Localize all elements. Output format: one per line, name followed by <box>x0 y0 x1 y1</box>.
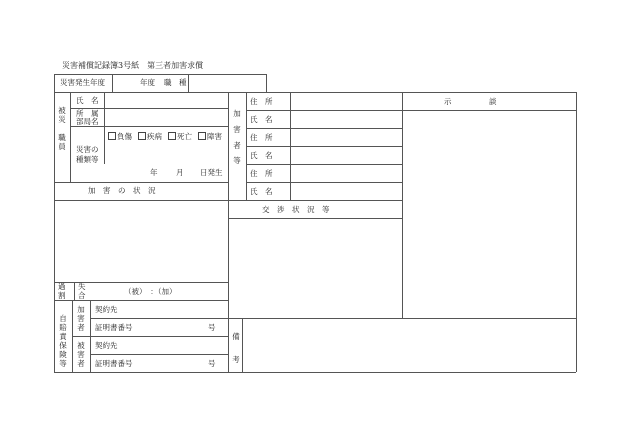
perp-address-2: 住 所 <box>250 133 273 142</box>
victim-cert-no: 証明書番号 <box>95 359 133 368</box>
notes-header: 示 談 <box>444 97 497 106</box>
remarks-top <box>228 318 576 319</box>
main-top-line <box>54 92 576 93</box>
fault-label-col2: 失 合 <box>78 282 86 300</box>
year-label: 災害発生年度 <box>60 78 105 87</box>
victim-dept-label-1: 所 属 <box>76 109 99 118</box>
date-month: 月 <box>176 168 184 177</box>
main-left-line <box>54 92 55 372</box>
victim-row2 <box>70 126 228 127</box>
header-right-line <box>266 74 267 92</box>
perp-name-1: 氏 名 <box>250 115 273 124</box>
header-sep1 <box>112 74 113 92</box>
victim-type-label-1: 災害の <box>76 145 99 154</box>
insurance-perp-label: 加 害 者 <box>77 305 85 332</box>
perp-row1 <box>246 110 402 111</box>
perp-cert-suffix: 号 <box>208 323 216 332</box>
perp-address-1: 住 所 <box>250 97 273 106</box>
remarks-label: 備 考 <box>232 332 240 364</box>
perp-name-2: 氏 名 <box>250 151 273 160</box>
col-victim-label <box>70 92 71 182</box>
type-checkbox-injury[interactable]: 負傷 <box>108 132 132 141</box>
damage-header: 加 害 の 状 況 <box>88 186 156 195</box>
victim-name-label: 氏 名 <box>76 96 99 105</box>
col-victim-field <box>104 92 105 164</box>
damage-header-bottom <box>54 200 228 201</box>
header-sep2 <box>188 74 189 92</box>
perp-contractor: 契約先 <box>95 305 118 314</box>
perp-row2 <box>246 128 402 129</box>
victim-cert-suffix: 号 <box>208 359 216 368</box>
job-label: 職 種 <box>164 78 187 87</box>
date-day: 日発生 <box>200 168 223 177</box>
year-suffix: 年度 <box>140 78 155 87</box>
negotiation-header-bottom <box>228 218 402 219</box>
perp-address-3: 住 所 <box>250 169 273 178</box>
victim-section-label: 被 災 職 員 <box>58 106 66 151</box>
type-checkbox-illness[interactable]: 疾病 <box>138 132 162 141</box>
perp-bottom <box>228 200 402 201</box>
perp-section-label: 加 害 者 等 <box>233 109 241 166</box>
victim-contractor: 契約先 <box>95 341 118 350</box>
fault-value: （被） ：（加） <box>124 287 177 296</box>
header-top-line <box>54 74 266 75</box>
perp-row5 <box>246 182 402 183</box>
victim-dept-label-2: 部局名 <box>76 117 99 126</box>
insurance-section-label: 自 賠 責 保 険 等 <box>59 314 67 368</box>
notes-header-bottom <box>402 110 576 111</box>
document-title: 災害補償記録簿3号紙 第三者加害求償 <box>62 61 204 70</box>
perp-cert-no: 証明書番号 <box>95 323 133 332</box>
col-notes <box>402 92 403 318</box>
type-checkbox-disability[interactable]: 障害 <box>198 132 222 141</box>
perp-name-3: 氏 名 <box>250 187 273 196</box>
date-year: 年 <box>150 168 158 177</box>
insurance-victim-label: 被 害 者 <box>77 341 85 368</box>
header-left-line <box>54 74 55 92</box>
ins-mid-line <box>72 336 228 337</box>
col-remarks-label <box>242 318 243 372</box>
victim-type-label-2: 種類等 <box>76 155 99 164</box>
perp-row3 <box>246 146 402 147</box>
fault-label-col1: 過 割 <box>58 282 66 300</box>
main-bottom-line <box>54 372 576 373</box>
col-left-block <box>228 92 229 372</box>
ins-victim-row <box>90 354 228 355</box>
col-fault-label <box>74 282 75 300</box>
ins-perp-row <box>90 318 228 319</box>
main-right-line <box>576 92 577 372</box>
type-checkbox-death[interactable]: 死亡 <box>168 132 192 141</box>
negotiation-header: 交 渉 状 況 等 <box>262 205 330 214</box>
perp-row4 <box>246 164 402 165</box>
victim-row3 <box>54 182 228 183</box>
